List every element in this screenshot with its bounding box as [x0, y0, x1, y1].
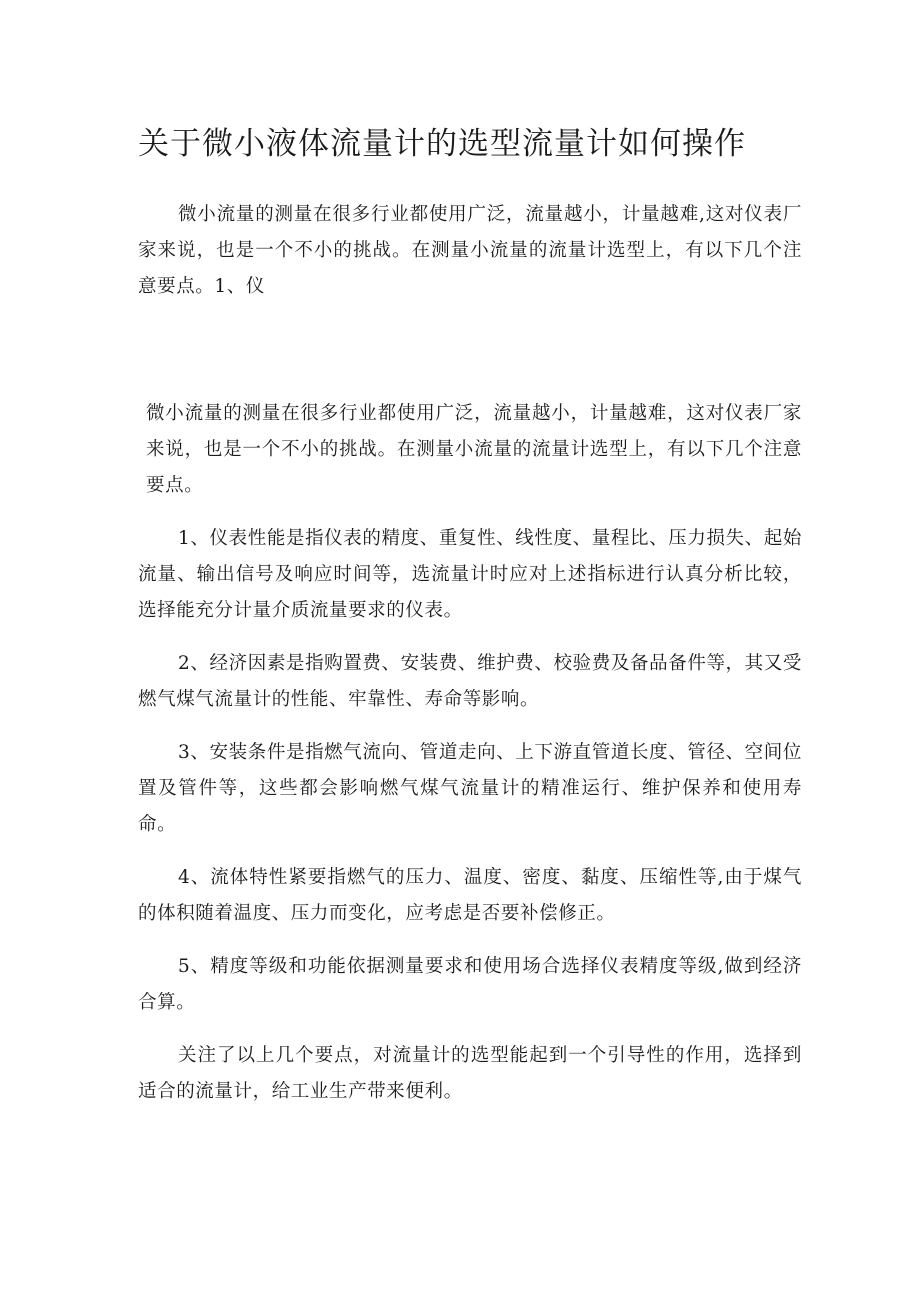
point-paragraph-2: 2、经济因素是指购置费、安装费、维护费、校验费及备品备件等，其又受燃气煤气流量计的性能、牢靠性、寿命等影响。 — [138, 653, 802, 710]
intro-paragraph: 微小流量的测量在很多行业都使用广泛，流量越小，计量越难，这对仪表厂家来说，也是一个不小的挑战。在测量小流量的流量计选型上，有以下几个注意要点。 — [146, 403, 802, 496]
document-title: 关于微小液体流量计的选型流量计如何操作 — [138, 126, 746, 162]
summary-paragraph: 微小流量的测量在很多行业都使用广泛，流量越小，计量越难,这对仪表厂家来说，也是一个不小的挑战。在测量小流量的流量计选型上，有以下几个注意要点。1、仪 — [138, 204, 802, 297]
point-paragraph-3: 3、安装条件是指燃气流向、管道走向、上下游直管道长度、管径、空间位置及管件等，这些都会影响燃气煤气流量计的精准运行、维护保养和使用寿命。 — [138, 742, 802, 835]
point-paragraph-5: 5、精度等级和功能依据测量要求和使用场合选择仪表精度等级,做到经济合算。 — [138, 956, 802, 1013]
conclusion-paragraph: 关注了以上几个要点，对流量计的选型能起到一个引导性的作用，选择到适合的流量计，给工业生产带来便利。 — [138, 1045, 802, 1102]
point-paragraph-4: 4、流体特性紧要指燃气的压力、温度、密度、黏度、压缩性等,由于煤气的体积随着温度、压力而变化，应考虑是否要补偿修正。 — [138, 867, 802, 924]
point-paragraph-1: 1、仪表性能是指仪表的精度、重复性、线性度、量程比、压力损失、起始流量、输出信号及响应时间等，选流量计时应对上述指标进行认真分析比较，选择能充分计量介质流量要求的仪表。 — [138, 528, 802, 621]
